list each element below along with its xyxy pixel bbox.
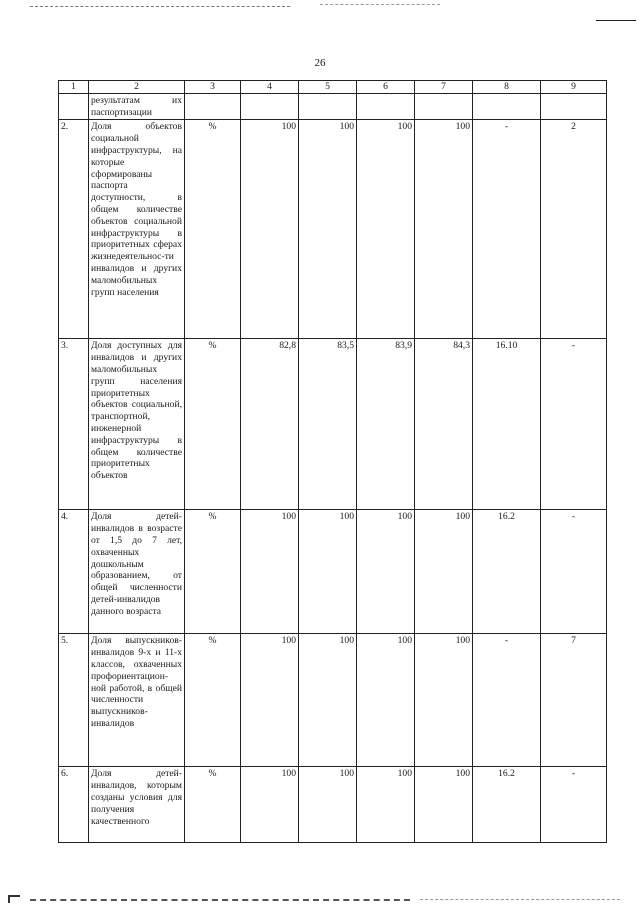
value-col6 [357, 93, 415, 120]
value-col6: 100 [357, 634, 415, 767]
value-col5: 100 [299, 510, 357, 634]
value-col9 [541, 93, 607, 120]
value-col8: 16.2 [473, 510, 541, 634]
scan-dash [30, 899, 410, 901]
value-col8: 16.10 [473, 339, 541, 510]
header-cell: 6 [357, 81, 415, 94]
value-col8: 16.2 [473, 767, 541, 843]
value-col8: - [473, 634, 541, 767]
table-header-row [59, 81, 607, 94]
page-number: 26 [314, 57, 326, 69]
indicator-name: Доля детей-инвалидов, которым созданы условия для получения качественного [89, 767, 185, 843]
value-col6: 83,9 [357, 339, 415, 510]
value-col7: 100 [415, 634, 473, 767]
indicator-name: Доля детей-инвалидов в возрасте от 1,5 до 7 лет, охваченных дошкольным образованием, от общей численности детей-инвалидов данного возраста [89, 510, 185, 634]
corner-mark [596, 20, 636, 21]
value-col5 [299, 93, 357, 120]
unit-cell: % [185, 120, 241, 339]
value-col4: 100 [241, 120, 299, 339]
value-col4: 100 [241, 634, 299, 767]
value-col6: 100 [357, 120, 415, 339]
scan-dash [420, 899, 620, 900]
header-cell: 7 [415, 81, 473, 94]
scan-artifact-top [0, 4, 640, 8]
value-col6: 100 [357, 510, 415, 634]
indicator-name: Доля выпускников-инвалидов 9-х и 11-х классов, охваченных профориентацион-ной работой, в общей численности выпускников-инвалидов [89, 634, 185, 767]
value-col9: - [541, 339, 607, 510]
header-cell: 5 [299, 81, 357, 94]
value-col7: 100 [415, 510, 473, 634]
table-row [59, 339, 607, 510]
value-col4: 100 [241, 767, 299, 843]
unit-cell: % [185, 339, 241, 510]
indicator-name: Доля объектов социальной инфраструктуры, на которые сформированы паспорта доступности, в общем количестве объектов социальной инфраструктуры в приоритетных сферах жизнедеятельнос-ти инвалидов и других маломобильных групп населения [89, 120, 185, 339]
value-col5: 100 [299, 767, 357, 843]
value-col7: 100 [415, 767, 473, 843]
value-col7 [415, 93, 473, 120]
scan-artifact-bottom [0, 893, 640, 905]
value-col5: 100 [299, 120, 357, 339]
unit-cell [185, 93, 241, 120]
value-col8 [473, 93, 541, 120]
indicator-name: Доля доступных для инвалидов и других маломобильных групп населения приоритетных объектов социальной, транспортной, инженерной инфраструктуры в общем количестве приоритетных объектов [89, 339, 185, 510]
header-cell: 9 [541, 81, 607, 94]
row-number: 3. [59, 339, 89, 510]
value-col4: 100 [241, 510, 299, 634]
value-col7: 100 [415, 120, 473, 339]
row-number: 2. [59, 120, 89, 339]
table-row [59, 634, 607, 767]
value-col5: 100 [299, 634, 357, 767]
value-col9: - [541, 767, 607, 843]
value-col9: - [541, 510, 607, 634]
scan-mark [8, 895, 20, 903]
scan-dash [30, 6, 290, 7]
header-cell: 2 [89, 81, 185, 94]
table-row [59, 510, 607, 634]
unit-cell: % [185, 634, 241, 767]
value-col5: 83,5 [299, 339, 357, 510]
row-number: 6. [59, 767, 89, 843]
value-col8: - [473, 120, 541, 339]
table-row [59, 93, 607, 120]
value-col9: 2 [541, 120, 607, 339]
header-cell: 1 [59, 81, 89, 94]
header-cell: 3 [185, 81, 241, 94]
row-number: 4. [59, 510, 89, 634]
indicator-name: результатам их паспортизации [89, 93, 185, 120]
row-number: 5. [59, 634, 89, 767]
value-col4 [241, 93, 299, 120]
value-col7: 84,3 [415, 339, 473, 510]
unit-cell: % [185, 767, 241, 843]
header-cell: 8 [473, 81, 541, 94]
unit-cell: % [185, 510, 241, 634]
value-col4: 82,8 [241, 339, 299, 510]
header-cell: 4 [241, 81, 299, 94]
value-col9: 7 [541, 634, 607, 767]
scan-dash [320, 4, 440, 5]
indicators-table [58, 80, 607, 843]
table-row [59, 120, 607, 339]
row-number [59, 93, 89, 120]
table-row [59, 767, 607, 843]
value-col6: 100 [357, 767, 415, 843]
